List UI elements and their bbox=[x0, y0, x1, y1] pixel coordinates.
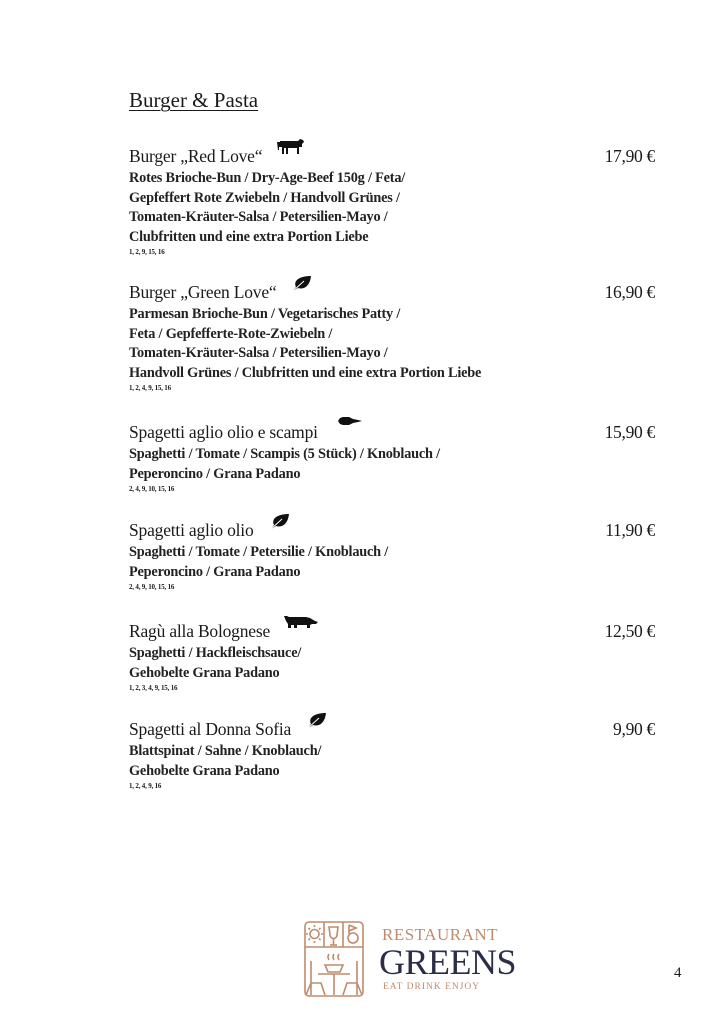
allergen-codes: 2, 4, 9, 10, 15, 16 bbox=[129, 485, 175, 494]
item-price: 15,90 € bbox=[604, 422, 655, 442]
menu-item bbox=[129, 620, 655, 693]
menu-item bbox=[129, 718, 655, 791]
cow-icon bbox=[276, 139, 306, 155]
leaf-icon bbox=[290, 275, 312, 293]
description-line: Parmesan Brioche-Bun / Vegetarisches Patty / bbox=[129, 306, 401, 322]
description-line: Blattspinat / Sahne / Knoblauch/ bbox=[129, 743, 322, 759]
description-line: Feta / Gepfefferte-Rote-Zwiebeln / bbox=[129, 325, 333, 342]
pig-icon bbox=[284, 614, 318, 628]
description-line: Rotes Brioche-Bun / Dry-Age-Beef 150g / Feta/ bbox=[129, 170, 406, 186]
logo-restaurant-text: RESTAURANT bbox=[382, 925, 499, 944]
allergen-codes: 1, 2, 3, 4, 9, 15, 16 bbox=[129, 684, 178, 693]
item-description bbox=[129, 445, 655, 484]
item-description bbox=[129, 644, 655, 683]
item-name: Spagetti aglio olio bbox=[129, 520, 254, 540]
description-line: Clubfritten und eine extra Portion Liebe bbox=[129, 228, 369, 245]
description-line: Tomaten-Kräuter-Salsa / Petersilien-Mayo / bbox=[129, 209, 388, 226]
description-line: Gehobelte Grana Padano bbox=[129, 664, 280, 681]
item-price: 17,90 € bbox=[604, 146, 655, 166]
leaf-icon bbox=[305, 712, 327, 730]
allergen-codes: 1, 2, 4, 9, 15, 16 bbox=[129, 384, 171, 393]
menu-item bbox=[129, 519, 655, 592]
item-price: 11,90 € bbox=[605, 520, 655, 540]
item-description bbox=[129, 305, 655, 383]
logo-greens-text: GREENS bbox=[379, 942, 517, 982]
item-description bbox=[129, 169, 655, 247]
menu-item bbox=[129, 281, 655, 393]
item-name: Spagetti al Donna Sofia bbox=[129, 719, 292, 739]
item-name: Burger „Red Love“ bbox=[129, 146, 263, 166]
description-line: Tomaten-Kräuter-Salsa / Petersilien-Mayo / bbox=[129, 345, 388, 362]
description-line: Spaghetti / Hackfleischsauce/ bbox=[129, 645, 302, 661]
item-description bbox=[129, 742, 655, 781]
allergen-codes: 1, 2, 4, 9, 16 bbox=[129, 782, 162, 791]
description-line: Gepfeffert Rote Zwiebeln / Handvoll Grünes / bbox=[129, 189, 400, 206]
menu-item bbox=[129, 145, 655, 257]
description-line: Peperoncino / Grana Padano bbox=[129, 465, 301, 482]
description-line: Gehobelte Grana Padano bbox=[129, 762, 280, 779]
description-line: Spaghetti / Tomate / Petersilie / Knoblauch / bbox=[129, 544, 389, 560]
menu-item bbox=[129, 421, 655, 494]
logo-tagline: EAT DRINK ENJOY bbox=[383, 982, 481, 992]
item-price: 12,50 € bbox=[604, 621, 655, 641]
page-number: 4 bbox=[674, 965, 682, 981]
item-name: Spagetti aglio olio e scampi bbox=[129, 422, 318, 442]
fish-icon bbox=[332, 415, 362, 427]
section-title: Burger & Pasta bbox=[129, 88, 259, 112]
allergen-codes: 1, 2, 9, 15, 16 bbox=[129, 248, 165, 257]
description-line: Peperoncino / Grana Padano bbox=[129, 563, 301, 580]
description-line: Spaghetti / Tomate / Scampis (5 Stück) / Knoblauch / bbox=[129, 446, 440, 462]
item-price: 9,90 € bbox=[613, 719, 655, 739]
item-name: Burger „Green Love“ bbox=[129, 282, 277, 302]
item-price: 16,90 € bbox=[604, 282, 655, 302]
item-description bbox=[129, 543, 655, 582]
restaurant-logo-icon bbox=[304, 921, 364, 1002]
allergen-codes: 2, 4, 9, 10, 15, 16 bbox=[129, 583, 175, 592]
leaf-icon bbox=[268, 513, 290, 531]
description-line: Handvoll Grünes / Clubfritten und eine extra Portion Liebe bbox=[129, 364, 482, 381]
item-name: Ragù alla Bolognese bbox=[129, 621, 271, 641]
